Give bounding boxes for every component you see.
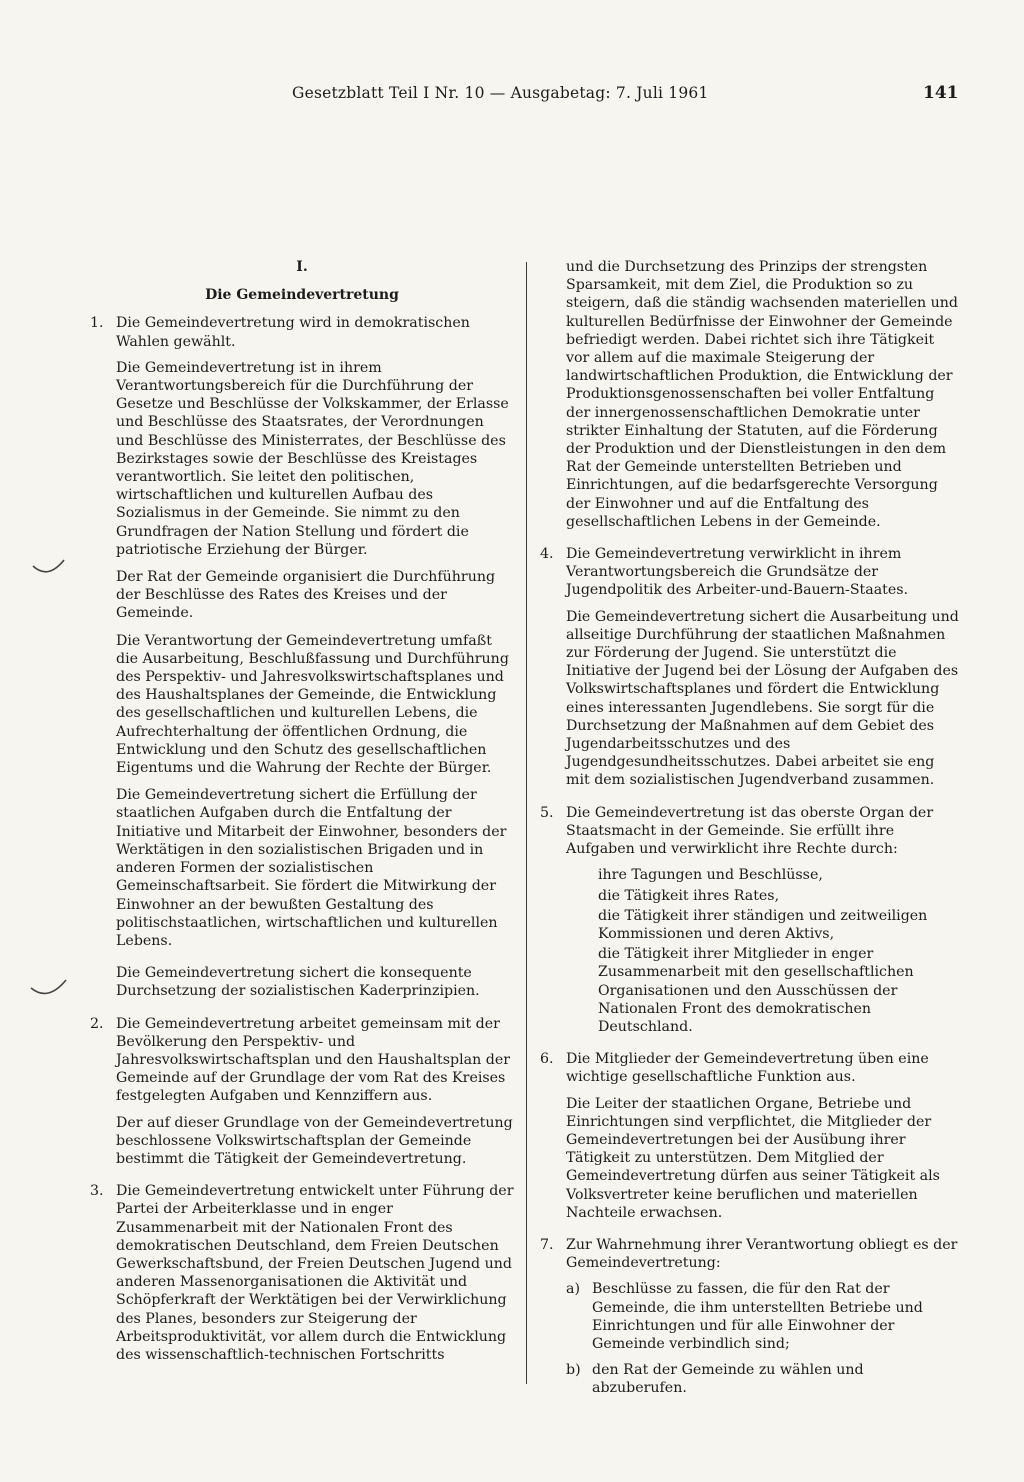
list-item: die Tätigkeit ihres Rates, [598,887,780,904]
item-number: 5. [540,804,554,821]
item-number: 4. [540,546,554,563]
list-item [540,545,960,600]
section-number: I. [296,259,308,275]
sub-item [540,1361,960,1397]
paragraph: Die Gemeindevertretung sichert die konsequente Durchsetzung der sozialistischen Kaderprinzipien. [116,965,480,1000]
section-title: Die Gemeindevertretung [205,287,399,304]
list-item: die Tätigkeit ihrer Mitglieder in enger Zusammenarbeit mit den gesellschaftlichen Organisationen und den Ausschüssen der Nationalen Front des demokratischen Deutschland. [598,946,914,1035]
page-number: 141 [923,83,959,103]
item-number: 1. [90,315,104,332]
list-item [540,804,960,859]
means-list [540,866,960,1036]
page-header [0,84,1024,110]
paragraph: Die Gemeindevertretung ist in ihrem Verantwortungsbereich für die Durchführung der Gesetze und Beschlüsse der Volkskammer, der Erlasse und Beschlüsse des Staatsrates, der Verordnungen und Beschlüsse des Ministerrates, der Beschlüsse des Bezirkstages sowie der Beschlüsse des Kreistages verantwortlich. Sie leitet den politischen, wirtschaftlichen und kulturellen Aufbau des Sozialismus in der Gemeinde. Sie nimmt zu den Grundfragen der Nation Stellung und fördert die patriotische Erziehung der Bürger. [116,359,509,558]
sub-item-text: Beschlüsse zu fassen, die für den Rat der Gemeinde, die ihm unterstellten Betriebe und Einrichtungen und für alle Einwohner der Gemeinde verbindlich sind; [592,1281,923,1352]
item-text: Die Mitglieder der Gemeindevertretung üben eine wichtige gesellschaftliche Funktion aus. [566,1051,929,1086]
sub-item-label: b) [566,1362,581,1379]
item-text: Die Gemeindevertretung ist das oberste Organ der Staatsmacht in der Gemeinde. Sie erfüllt ihre Aufgaben und verwirklicht ihre Rechte durch: [566,804,934,858]
item-number: 6. [540,1051,554,1068]
paragraph: Die Verantwortung der Gemeindevertretung umfaßt die Ausarbeitung, Beschlußfassung und Durchführung des Perspektiv- und Jahresvolkswirtschaftsplanes und des Haushaltsplanes der Gemeinde, die Entwicklung des gesellschaftlichen und kulturellen Lebens, die Aufrechterhaltung der öffentlichen Ordnung, die Entwicklung und den Schutz des gesellschaftlichen Eigentums und die Wahrung der Rechte der Bürger. [116,632,509,777]
item-text: Die Gemeindevertretung entwickelt unter Führung der Partei der Arbeiterklasse und in enger Zusammenarbeit mit der Nationalen Front des demokratischen Deutschland, dem Freien Deutschen Gewerkschaftsbund, der Freien Deutschen Jugend und anderen Massenorganisationen die Aktivität und Schöpferkraft der Werktätigen bei der Verwirklichung des Planes, besonders zur Steigerung der Arbeitsproduktivität, vor allem durch die Entwicklung des wissenschaftlich-technischen Fortschritts [116,1183,514,1363]
paragraph: Die Gemeindevertretung sichert die Erfüllung der staatlichen Aufgaben durch die Entfaltung der Initiative und Mitarbeit der Einwohner, besonders der Werktätigen in den sozialistischen Brigaden und in anderen Formen der sozialistischen Gemeinschaftsarbeit. Sie fördert die Mitwirkung der Einwohner an der bewußten Gestaltung des politischstaatlichen, wirtschaftlichen und kulturellen Lebens. [116,787,507,949]
item-text: Die Gemeindevertretung arbeitet gemeinsam mit der Bevölkerung den Perspektiv- und Jahresvolkswirtschaftsplan und den Haushaltsplan der Gemeinde auf der Grundlage der vom Rat des Kreises festgelegten Aufgaben und Kennziffern aus. [116,1015,511,1105]
right-column [540,258,960,1406]
paragraph: Die Leiter der staatlichen Organe, Betriebe und Einrichtungen sind verpflichtet, die Mitglieder der Gemeindevertretungen bei der Ausübung ihrer Tätigkeit zu unterstützen. Dem Mitglied der Gemeindevertretung dürfen aus seiner Tätigkeit als Volksvertreter keine beruflichen und materiellen Nachteile erwachsen. [566,1095,940,1221]
item-text: Die Gemeindevertretung wird in demokratischen Wahlen gewählt. [116,315,470,350]
paragraph: Der auf dieser Grundlage von der Gemeindevertretung beschlossene Volkswirtschaftsplan der Gemeinde bestimmt die Tätigkeit der Gemeindevertretung. [116,1114,513,1167]
list-item [90,314,514,350]
margin-mark-icon [30,556,70,582]
paragraph: Die Gemeindevertretung sichert die Ausarbeitung und allseitige Durchführung der staatlichen Maßnahmen zur Förderung der Jugend. Sie unterstützt die Initiative der Jugend bei der Lösung der Aufgaben des Volkswirtschaftsplanes und fördert die Entwicklung eines interessanten Jugendlebens. Sie sorgt für die Durchsetzung der Maßnahmen auf dem Gebiet des Jugendarbeitsschutzes und des Jugendgesundheitsschutzes. Dabei arbeitet sie eng mit dem sozialistischen Jugendverband zusammen. [566,608,959,789]
sub-item [540,1280,960,1353]
item-number: 3. [90,1183,104,1200]
list-item: die Tätigkeit ihrer ständigen und zeitweiligen Kommissionen und deren Aktivs, [598,907,928,942]
list-item [540,1236,960,1272]
sub-item-label: a) [566,1281,580,1298]
paragraph: und die Durchsetzung des Prinzips der strengsten Sparsamkeit, mit dem Ziel, die Produktion so zu steigern, daß die ständig wachsenden materiellen und kulturellen Bedürfnisse der Einwohner der Gemeinde befriedigt werden. Dabei richtet sich ihre Tätigkeit vor allem auf die maximale Steigerung der landwirtschaftlichen Produktion, die Entwicklung der Produktionsgenossenschaften bei voller Entfaltung der innergenossenschaftlichen Demokratie unter strikter Einhaltung der Statuten, auf die Förderung der Produktion und der Dienstleistungen in den dem Rat der Gemeinde unterstellten Betrieben und Einrichtungen, auf die bedarfsgerechte Versorgung der Einwohner und auf die Entfaltung des gesellschaftlichen Lebens in der Gemeinde. [566,259,958,530]
list-item [90,1182,514,1364]
left-column [90,258,514,1372]
list-item: ihre Tagungen und Beschlüsse, [598,867,823,884]
list-item [540,1050,960,1086]
margin-mark-icon [28,976,72,1002]
sub-item-text: den Rat der Gemeinde zu wählen und abzuberufen. [592,1362,864,1397]
header-title: Gesetzblatt Teil I Nr. 10 — Ausgabetag: 7. Juli 1961 [292,84,709,102]
item-number: 2. [90,1015,104,1032]
list-item [90,1015,514,1106]
item-number: 7. [540,1236,554,1253]
item-text: Die Gemeindevertretung verwirklicht in ihrem Verantwortungsbereich die Grundsätze der Jugendpolitik des Arbeiter-und-Bauern-Staates. [566,546,909,599]
paragraph: Der Rat der Gemeinde organisiert die Durchführung der Beschlüsse des Rates des Kreises und der Gemeinde. [116,569,496,622]
column-divider [526,262,527,1384]
item-text: Zur Wahrnehmung ihrer Verantwortung obliegt es der Gemeindevertretung: [566,1236,958,1272]
